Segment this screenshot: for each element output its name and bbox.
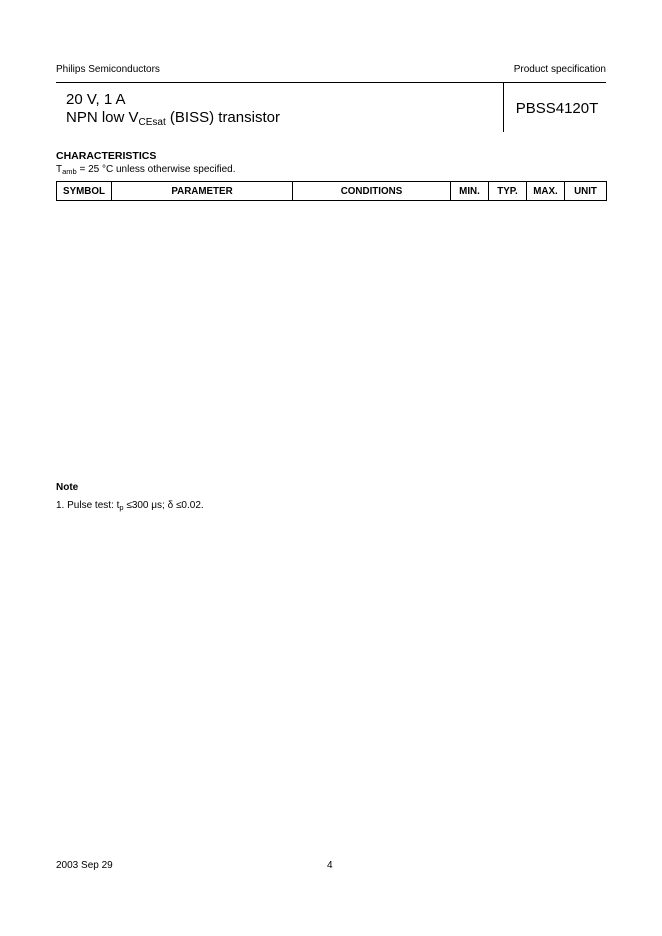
col-symbol: SYMBOL xyxy=(57,182,112,201)
col-unit: UNIT xyxy=(565,182,607,201)
note-1: 1. Pulse test: $t_p \le 300$ μs; δ ≤0.02. xyxy=(56,500,204,512)
header-separator xyxy=(503,82,504,132)
note-heading: Note xyxy=(56,482,79,493)
title-line-2: NPN low $V_{CEsat}$ (BISS) transistor xyxy=(66,109,280,128)
col-max: MAX. xyxy=(527,182,565,201)
document-type: Product specification xyxy=(513,64,606,75)
page-number: 4 xyxy=(327,860,333,871)
col-parameter: PARAMETER xyxy=(112,182,293,201)
part-number: PBSS4120T xyxy=(515,100,599,117)
document-title xyxy=(66,91,280,127)
col-typ: TYP. xyxy=(489,182,527,201)
section-title: CHARACTERISTICS xyxy=(56,150,157,162)
company-name: Philips Semiconductors xyxy=(56,64,160,75)
characteristics-table xyxy=(56,181,607,201)
table-header-row xyxy=(57,182,607,201)
section-conditions: $T_{amb} = 25$ °C unless otherwise specified. xyxy=(56,164,236,176)
title-line-1: 20 V, 1 A xyxy=(66,91,126,108)
header-rule xyxy=(56,82,606,83)
col-min: MIN. xyxy=(451,182,489,201)
footer-date: 2003 Sep 29 xyxy=(56,860,113,871)
col-conditions: CONDITIONS xyxy=(293,182,451,201)
